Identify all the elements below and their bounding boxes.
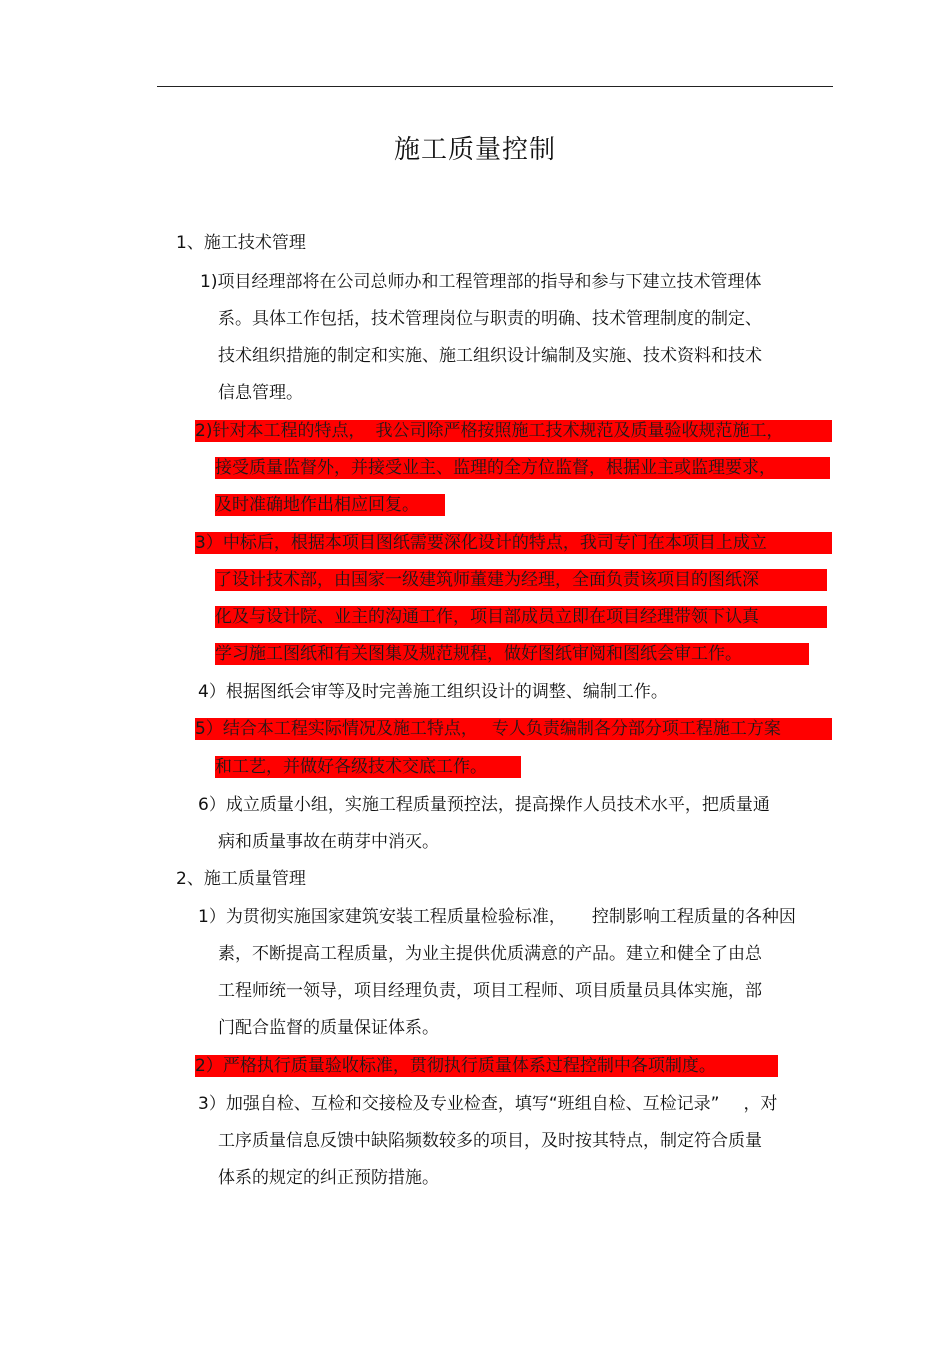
- s1-item2-part-b: 我公司除严格按照施工技术规范及质量验收规范施工，: [375, 421, 784, 441]
- s1-item1-line3: 技术组织措施的制定和实施、施工组织设计编制及实施、技术资料和技术: [218, 346, 762, 366]
- s1-item5-line1: [195, 718, 832, 740]
- s2-item3-line3: 体系的规定的纠正预防措施。: [218, 1168, 439, 1188]
- s1-item5-part-b: 专人负责编制各分部分项工程施工方案: [491, 719, 781, 739]
- s2-item3-part-a: 3）加强自检、互检和交接检及专业检查，填写“班组自检、互检记录”: [198, 1094, 720, 1114]
- s1-item3-line4: 学习施工图纸和有关图集及规范规程，做好图纸审阅和图纸会审工作。: [215, 643, 809, 665]
- s2-item3-line2: 工序质量信息反馈中缺陷频数较多的项目，及时按其特点，制定符合质量: [218, 1131, 762, 1151]
- s1-item3-line2: 了设计技术部，由国家一级建筑师董建为经理，全面负责该项目的图纸深: [215, 569, 827, 591]
- s1-item2-line1: [195, 420, 832, 442]
- s2-item2-line: 2）严格执行质量验收标准，贯彻执行质量体系过程控制中各项制度。: [195, 1055, 778, 1077]
- s1-item2-line2: 接受质量监督外，并接受业主、监理的全方位监督，根据业主或监理要求，: [215, 457, 830, 479]
- s2-item1-part-b: 控制影响工程质量的各种因: [591, 907, 796, 927]
- section-2-heading: 2、施工质量管理: [176, 869, 306, 889]
- s2-item1-part-a: 1）为贯彻实施国家建筑安装工程质量检验标准，: [198, 907, 566, 927]
- section-1-heading: 1、施工技术管理: [176, 233, 306, 253]
- document-title: 施工质量控制: [393, 135, 556, 165]
- s1-item3-line1: 3）中标后，根据本项目图纸需要深化设计的特点，我司专门在本项目上成立: [195, 532, 832, 554]
- s1-item1-line2: 系。具体工作包括，技术管理岗位与职责的明确、技术管理制度的制定、: [218, 309, 762, 329]
- s2-item1-line2: 素，不断提高工程质量，为业主提供优质满意的产品。建立和健全了由总: [218, 944, 762, 964]
- s1-item1-line1: 1)项目经理部将在公司总师办和工程管理部的指导和参与下建立技术管理体: [200, 272, 762, 292]
- s2-item1-line1: [198, 906, 796, 928]
- s2-item1-line3: 工程师统一领导，项目经理负责，项目工程师、项目质量员具体实施，部: [218, 981, 762, 1001]
- header-rule: [157, 86, 833, 87]
- s1-item6-line1: 6）成立质量小组，实施工程质量预控法，提高操作人员技术水平，把质量通: [198, 795, 770, 815]
- s2-item3-part-b: ，对: [743, 1094, 778, 1114]
- s1-item1-line4: 信息管理。: [218, 383, 303, 403]
- s1-item4-line: 4）根据图纸会审等及时完善施工组织设计的调整、编制工作。: [198, 682, 668, 702]
- s2-item3-line1: [198, 1093, 777, 1115]
- s1-item2-part-a: 2)针对本工程的特点，: [195, 421, 366, 441]
- s1-item5-part-a: 5）结合本工程实际情况及施工特点，: [195, 719, 478, 739]
- s1-item2-line3: 及时准确地作出相应回复。: [215, 494, 445, 516]
- s1-item5-line2: 和工艺，并做好各级技术交底工作。: [215, 756, 521, 778]
- s1-item6-line2: 病和质量事故在萌芽中消灭。: [218, 832, 439, 852]
- s2-item1-line4: 门配合监督的质量保证体系。: [218, 1018, 439, 1038]
- s1-item3-line3: 化及与设计院、业主的沟通工作，项目部成员立即在项目经理带领下认真: [215, 606, 827, 628]
